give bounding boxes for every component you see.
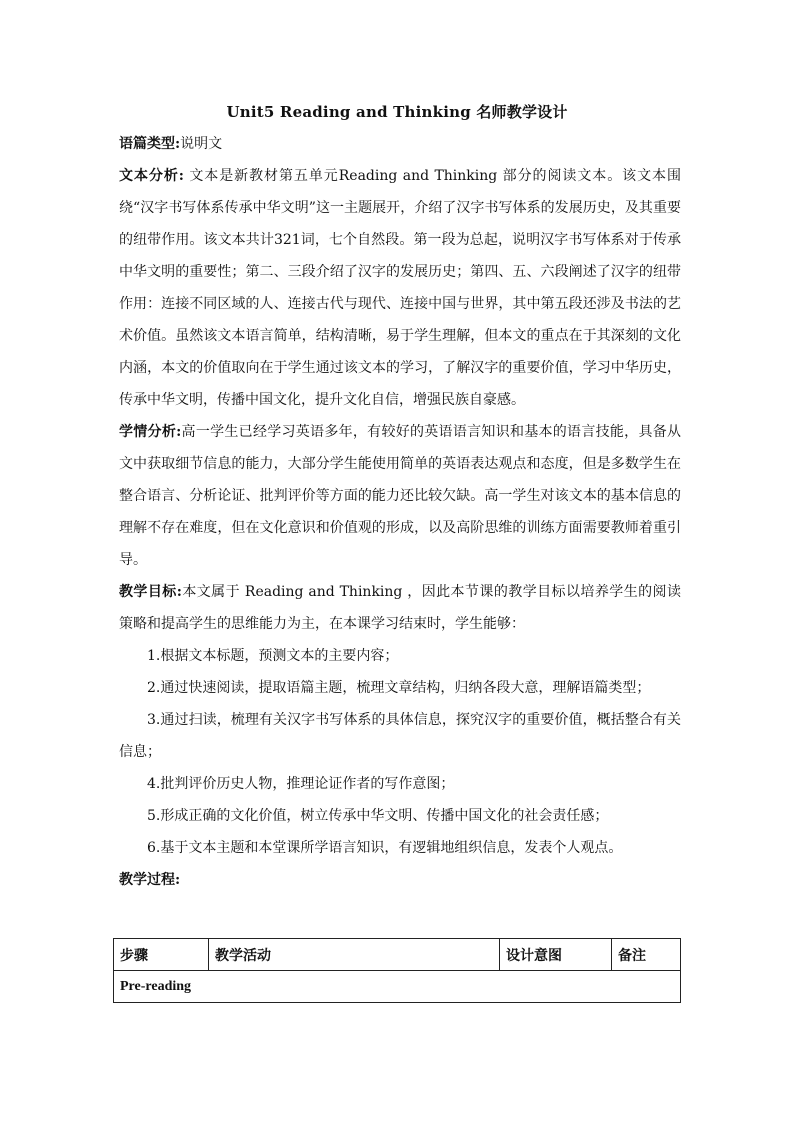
objective-item: 1.根据文本标题，预测文本的主要内容；: [147, 648, 399, 664]
genre-label: 语篇类型:: [119, 136, 181, 152]
learner-analysis-label: 学情分析:: [119, 424, 182, 440]
teaching-process-table: [113, 938, 681, 1003]
header-activity: 教学活动: [209, 939, 500, 971]
pre-reading-cell: Pre-reading: [114, 971, 681, 1003]
text-analysis-label: 文本分析:: [119, 168, 184, 184]
document-title: Unit5 Reading and Thinking 名师教学设计: [226, 103, 568, 121]
learner-analysis-paragraph: [119, 416, 681, 576]
genre-value: 说明文: [180, 136, 223, 152]
objectives-paragraph: [119, 576, 681, 640]
objective-item: 4.批判评价历史人物，推理论证作者的写作意图；: [147, 776, 455, 792]
table-row: [114, 971, 681, 1003]
header-notes: 备注: [612, 939, 681, 971]
text-analysis-value: 文本是新教材第五单元Reading and Thinking 部分的阅读文本。该文本围绕“汉字书写体系传承中华文明”这一主题展开，介绍了汉字书写体系的发展历史，及其重要的纽带作用。该文本共计321词，七个自然段。第一段为总起，说明汉字书写体系对于传承中华文明的重要性；第二、三段介绍了汉字的发展历史；第四、五、六段阐述了汉字的纽带作用：连接不同区域的人、连接古代与现代、连接中国与世界，其中第五段还涉及书法的艺术价值。虽然该文本语言简单，结构清晰，易于学生理解，但本文的重点在于其深刻的文化内涵，本文的价值取向在于学生通过该文本的学习，了解汉字的重要价值，学习中华历史，传承中华文明，传播中国文化，提升文化自信，增强民族自豪感。: [119, 168, 681, 408]
document-body: [119, 128, 681, 896]
table-header-row: [114, 939, 681, 971]
process-heading: 教学过程:: [119, 872, 181, 888]
genre-line: [119, 128, 681, 160]
objective-item: 2.通过快速阅读，提取语篇主题，梳理文章结构，归纳各段大意，理解语篇类型；: [147, 680, 651, 696]
header-step: 步骤: [114, 939, 209, 971]
objective-item: 3.通过扫读，梳理有关汉字书写体系的具体信息，探究汉字的重要价值，概括整合有关信息；: [119, 712, 681, 760]
objective-item: 6.基于文本主题和本堂课所学语言知识，有逻辑地组织信息，发表个人观点。: [147, 840, 623, 856]
text-analysis-paragraph: [119, 160, 681, 416]
learner-analysis-value: 高一学生已经学习英语多年，有较好的英语语言知识和基本的语言技能，具备从文中获取细节信息的能力，大部分学生能使用简单的英语表达观点和态度，但是多数学生在整合语言、分析论证、批判评价等方面的能力还比较欠缺。高一学生对该文本的基本信息的理解不存在难度，但在文化意识和价值观的形成，以及高阶思维的训练方面需要教师着重引导。: [119, 424, 681, 568]
objective-item: 5.形成正确的文化价值，树立传承中华文明、传播中国文化的社会责任感；: [147, 808, 609, 824]
header-intent: 设计意图: [500, 939, 612, 971]
objectives-intro: 本文属于 Reading and Thinking ，因此本节课的教学目标以培养学生的阅读策略和提高学生的思维能力为主，在本课学习结束时，学生能够：: [119, 584, 681, 632]
objectives-label: 教学目标:: [119, 584, 182, 600]
